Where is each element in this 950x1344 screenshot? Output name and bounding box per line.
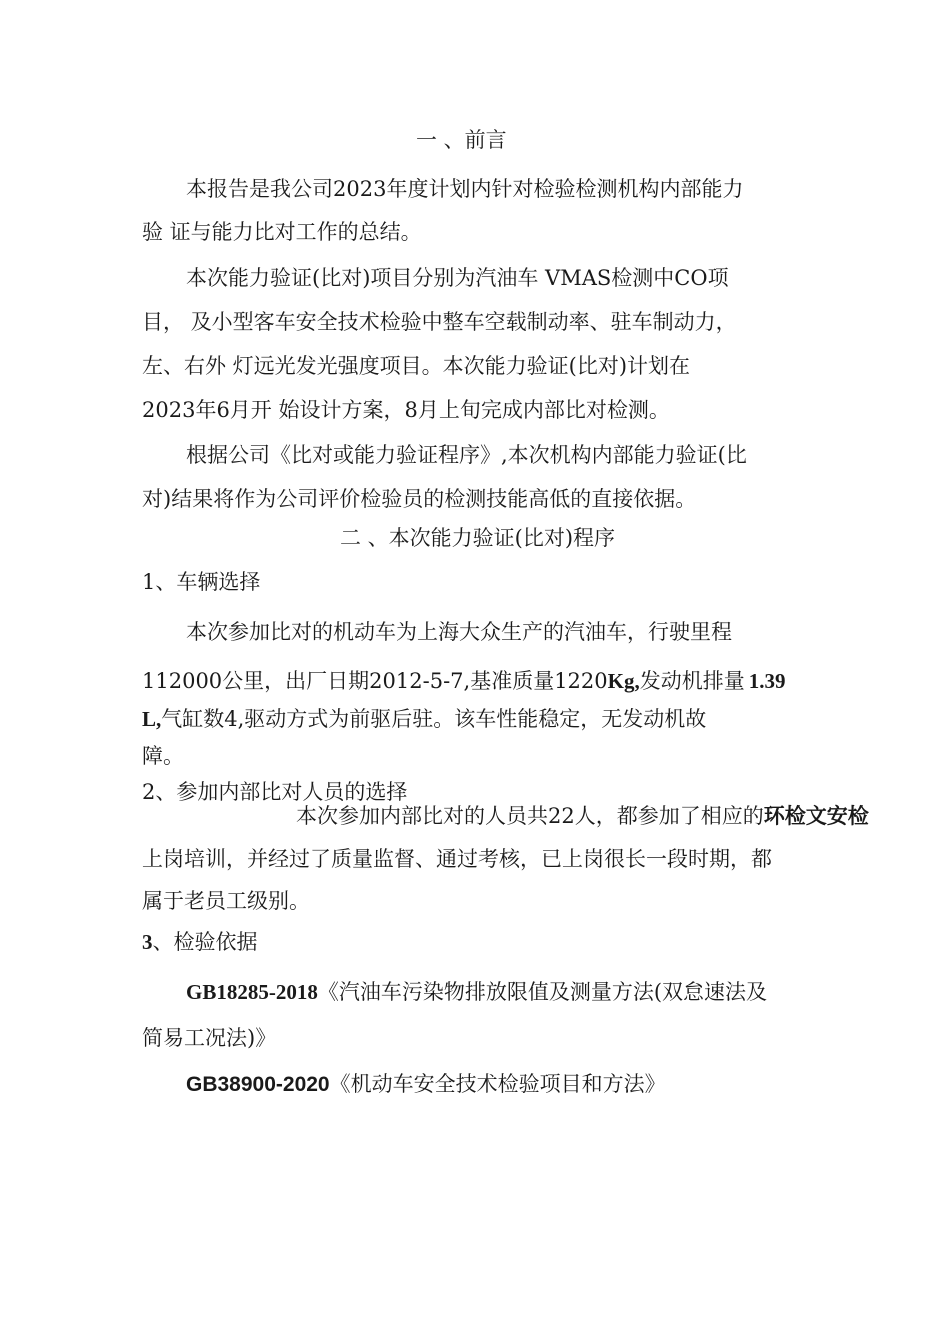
standard-2-code: GB38900-2020 [186,1073,330,1096]
scope-paragraph-line: 本次能力验证(比对)项目分别为汽油车 VMAS检测中CO项 [186,266,729,290]
standard-2-title: 《机动车安全技术检验项目和方法》 [329,1072,666,1096]
scope-paragraph-line: 2023年6月开 始设计方案，8月上旬完成内部比对检测。 [142,398,670,422]
personnel-paragraph-line [296,803,869,830]
mass-unit: Kg, [607,669,640,693]
vehicle-spec-text: 112000公里，出厂日期2012-5-7,基准质量1220 [142,669,608,693]
displacement-unit: L, [142,707,162,731]
displacement-value: 1.39 [748,669,786,693]
vehicle-spec-text: 气缸数4,驱动方式为前驱后驻。该车性能稳定，无发动机故 [161,707,707,731]
scope-paragraph-line: 左、右外 灯远光发光强度项目。本次能力验证(比对)计划在 [142,354,691,378]
vehicle-paragraph-line [142,706,706,732]
standard-2-line [186,1071,666,1098]
scope-paragraph-line: 目， 及小型客车安全技术检验中整车空载制动率、驻车制动力， [142,310,737,334]
section-2-heading: 二 、本次能力验证(比对)程序 [340,526,616,550]
basis-paragraph-line: 根据公司《比对或能力验证程序》,本次机构内部能力验证(比 [186,443,747,467]
item-3-title [142,929,258,955]
vehicle-paragraph-line: 本次参加比对的机动车为上海大众生产的汽油车，行驶里程 [186,620,732,644]
section-1-heading: 一 、前言 [416,128,507,152]
vehicle-spec-text: 发动机排量 [639,669,745,693]
item-3-number: 3 [142,930,153,954]
basis-paragraph-line: 对)结果将作为公司评价检验员的检测技能高低的直接依据。 [142,487,697,511]
vehicle-paragraph-line: 障。 [142,744,184,768]
personnel-paragraph-line: 上岗培训，并经过了质量监督、通过考核，已上岗很长一段时期，都 [142,847,772,871]
intro-paragraph-line: 本报告是我公司2023年度计划内针对检验检测机构内部能力 [186,177,744,201]
standard-1-title: 《汽油车污染物排放限值及测量方法(双怠速法及 [317,980,768,1004]
item-2-title: 2、参加内部比对人员的选择 [142,780,408,804]
standard-1-line [186,979,767,1005]
item-1-title: 1、车辆选择 [142,570,261,594]
training-type: 环检文安检 [763,805,869,828]
item-3-label: 、检验依据 [152,930,258,954]
intro-paragraph-line: 验 证与能力比对工作的总结。 [142,220,422,244]
vehicle-paragraph-line [142,668,785,694]
personnel-text: 本次参加内部比对的人员共22人，都参加了相应的 [296,804,764,828]
standard-1-code: GB18285-2018 [186,980,318,1004]
personnel-paragraph-line: 属于老员工级别。 [142,889,310,913]
standard-1-line: 简易工况法)》 [142,1026,277,1050]
